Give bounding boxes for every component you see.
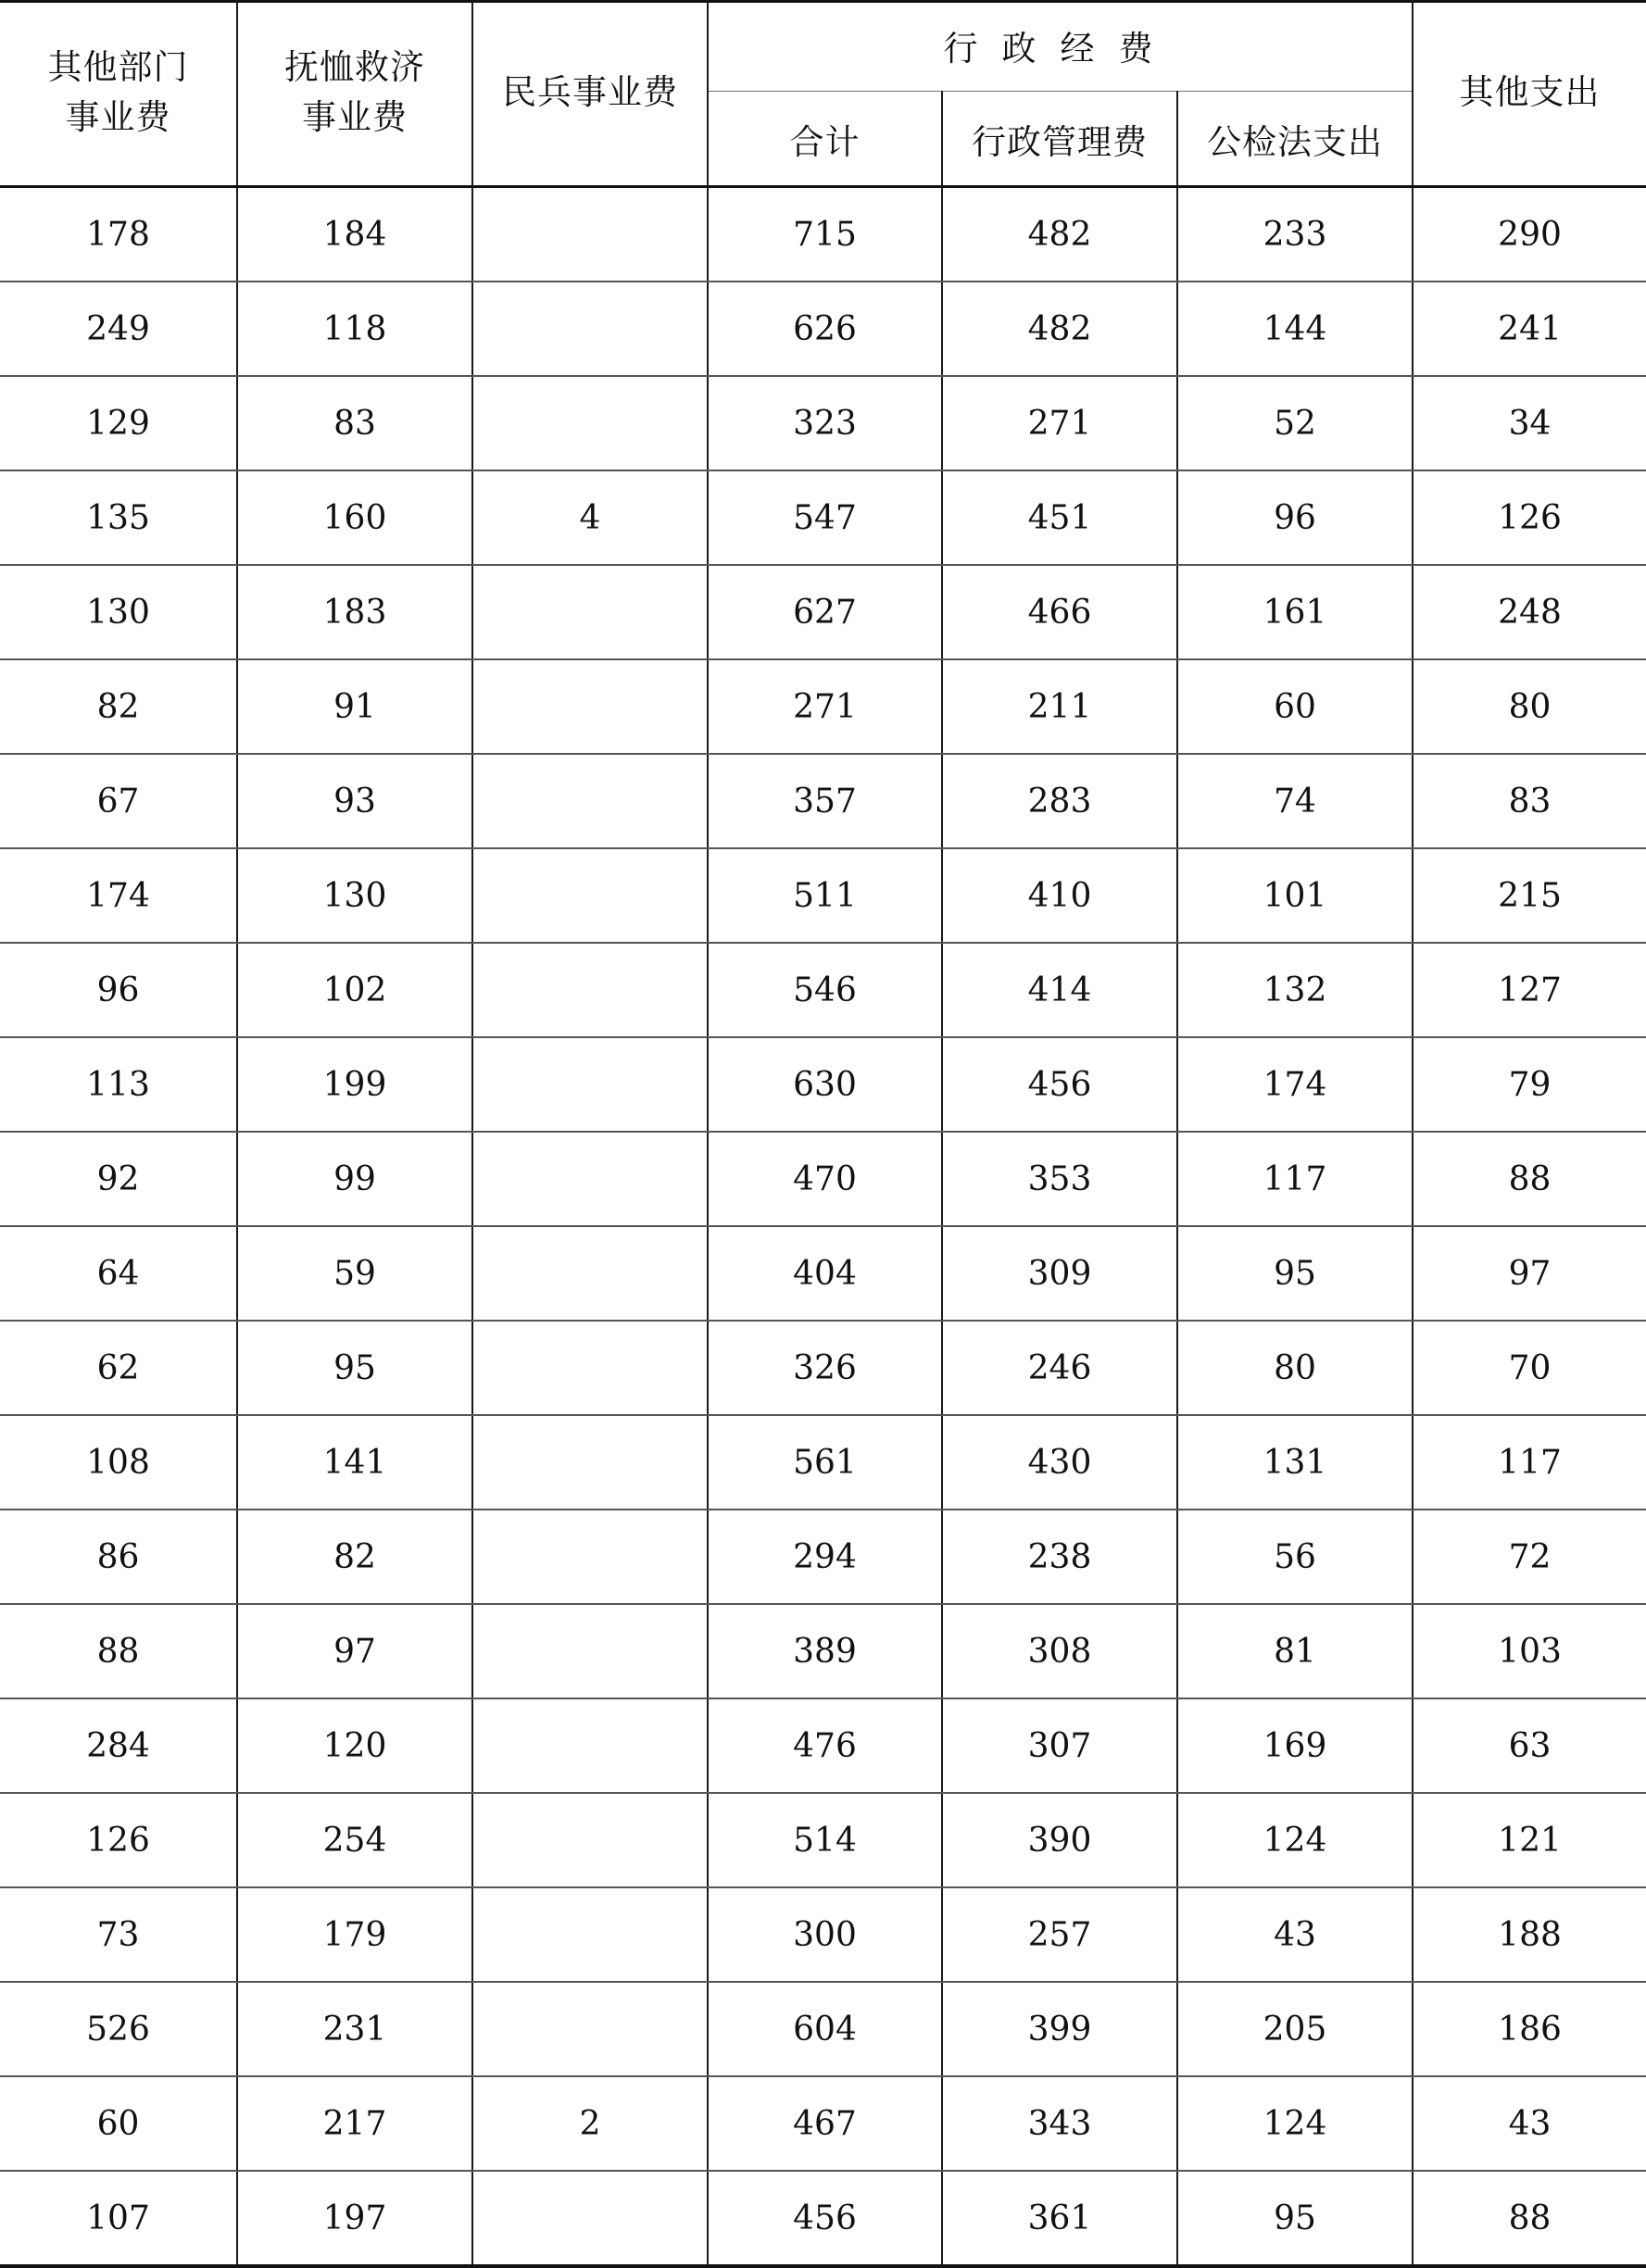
cell-relief: 59	[237, 1226, 472, 1321]
cell-public-security-law: 95	[1177, 1226, 1413, 1321]
cell-militia	[472, 1321, 708, 1415]
cell-other-departments: 107	[0, 2171, 237, 2266]
cell-public-security-law: 60	[1177, 659, 1413, 754]
cell-public-security-law: 81	[1177, 1604, 1413, 1698]
cell-militia	[472, 1132, 708, 1226]
cell-other-expenditure: 80	[1413, 659, 1646, 754]
cell-admin-subtotal: 561	[708, 1415, 942, 1510]
cell-admin-subtotal: 404	[708, 1226, 942, 1321]
table-row	[0, 470, 1646, 565]
cell-militia	[472, 282, 708, 376]
table-row	[0, 1698, 1646, 1793]
cell-relief: 231	[237, 1982, 472, 2076]
cell-admin-subtotal: 389	[708, 1604, 942, 1698]
cell-other-departments: 64	[0, 1226, 237, 1321]
cell-other-expenditure: 248	[1413, 565, 1646, 659]
cell-public-security-law: 95	[1177, 2171, 1413, 2266]
cell-admin-subtotal: 547	[708, 470, 942, 565]
cell-relief: 118	[237, 282, 472, 376]
cell-militia	[472, 1604, 708, 1698]
cell-admin-management: 283	[942, 754, 1177, 848]
cell-admin-subtotal: 546	[708, 943, 942, 1037]
cell-other-expenditure: 241	[1413, 282, 1646, 376]
cell-militia	[472, 659, 708, 754]
cell-relief: 91	[237, 659, 472, 754]
table-row	[0, 1037, 1646, 1132]
cell-public-security-law: 101	[1177, 848, 1413, 943]
cell-admin-management: 257	[942, 1887, 1177, 1982]
cell-public-security-law: 205	[1177, 1982, 1413, 2076]
cell-admin-subtotal: 715	[708, 187, 942, 282]
cell-other-expenditure: 34	[1413, 376, 1646, 470]
cell-other-departments: 82	[0, 659, 237, 754]
cell-public-security-law: 74	[1177, 754, 1413, 848]
cell-admin-management: 390	[942, 1793, 1177, 1887]
cell-other-departments: 174	[0, 848, 237, 943]
cell-militia	[472, 376, 708, 470]
cell-other-departments: 60	[0, 2076, 237, 2171]
cell-admin-management: 361	[942, 2171, 1177, 2266]
cell-other-departments: 249	[0, 282, 237, 376]
header-public-security-law: 公检法支出	[1177, 92, 1413, 187]
cell-other-expenditure: 79	[1413, 1037, 1646, 1132]
cell-public-security-law: 124	[1177, 2076, 1413, 2171]
table-header	[0, 0, 1646, 187]
cell-other-departments: 526	[0, 1982, 237, 2076]
cell-other-departments: 73	[0, 1887, 237, 1982]
cell-other-expenditure: 83	[1413, 754, 1646, 848]
cell-admin-management: 238	[942, 1510, 1177, 1604]
cell-other-departments: 178	[0, 187, 237, 282]
cell-other-expenditure: 70	[1413, 1321, 1646, 1415]
cell-public-security-law: 52	[1177, 376, 1413, 470]
cell-admin-management: 430	[942, 1415, 1177, 1510]
cell-admin-management: 456	[942, 1037, 1177, 1132]
header-other-expenditure: 其他支出	[1413, 0, 1646, 187]
cell-relief: 183	[237, 565, 472, 659]
cell-relief: 184	[237, 187, 472, 282]
cell-admin-management: 482	[942, 282, 1177, 376]
cell-militia	[472, 187, 708, 282]
cell-public-security-law: 174	[1177, 1037, 1413, 1132]
cell-public-security-law: 43	[1177, 1887, 1413, 1982]
cell-relief: 254	[237, 1793, 472, 1887]
cell-admin-subtotal: 514	[708, 1793, 942, 1887]
cell-other-departments: 92	[0, 1132, 237, 1226]
cell-admin-management: 399	[942, 1982, 1177, 2076]
cell-relief: 93	[237, 754, 472, 848]
cell-other-departments: 113	[0, 1037, 237, 1132]
cell-public-security-law: 124	[1177, 1793, 1413, 1887]
cell-militia	[472, 1887, 708, 1982]
table-row	[0, 187, 1646, 282]
table-row	[0, 1132, 1646, 1226]
cell-other-departments: 67	[0, 754, 237, 848]
header-relief	[237, 0, 472, 187]
cell-admin-management: 343	[942, 2076, 1177, 2171]
table-row	[0, 1226, 1646, 1321]
cell-relief: 217	[237, 2076, 472, 2171]
cell-militia	[472, 1415, 708, 1510]
cell-other-expenditure: 186	[1413, 1982, 1646, 2076]
cell-militia	[472, 2171, 708, 2266]
cell-other-departments: 88	[0, 1604, 237, 1698]
cell-relief: 99	[237, 1132, 472, 1226]
cell-admin-subtotal: 604	[708, 1982, 942, 2076]
cell-militia	[472, 1698, 708, 1793]
cell-other-expenditure: 88	[1413, 1132, 1646, 1226]
cell-other-departments: 126	[0, 1793, 237, 1887]
cell-militia: 2	[472, 2076, 708, 2171]
cell-relief: 179	[237, 1887, 472, 1982]
cell-admin-management: 307	[942, 1698, 1177, 1793]
header-militia: 民兵事业费	[472, 0, 708, 187]
table-row	[0, 1982, 1646, 2076]
cell-militia	[472, 848, 708, 943]
cell-admin-subtotal: 467	[708, 2076, 942, 2171]
cell-relief: 130	[237, 848, 472, 943]
table-row	[0, 1604, 1646, 1698]
cell-admin-subtotal: 511	[708, 848, 942, 943]
cell-other-expenditure: 121	[1413, 1793, 1646, 1887]
cell-public-security-law: 144	[1177, 282, 1413, 376]
table-row	[0, 1793, 1646, 1887]
cell-other-departments: 96	[0, 943, 237, 1037]
cell-public-security-law: 233	[1177, 187, 1413, 282]
cell-relief: 141	[237, 1415, 472, 1510]
cell-other-expenditure: 215	[1413, 848, 1646, 943]
table-row	[0, 2171, 1646, 2266]
table-row	[0, 1321, 1646, 1415]
cell-militia	[472, 754, 708, 848]
cell-admin-subtotal: 456	[708, 2171, 942, 2266]
cell-public-security-law: 169	[1177, 1698, 1413, 1793]
cell-other-expenditure: 127	[1413, 943, 1646, 1037]
cell-other-departments: 62	[0, 1321, 237, 1415]
cell-admin-management: 271	[942, 376, 1177, 470]
cell-admin-management: 451	[942, 470, 1177, 565]
cell-relief: 197	[237, 2171, 472, 2266]
cell-other-expenditure: 188	[1413, 1887, 1646, 1982]
header-relief-label: 抚恤救济 事业费	[284, 47, 425, 137]
cell-relief: 83	[237, 376, 472, 470]
cell-public-security-law: 131	[1177, 1415, 1413, 1510]
cell-public-security-law: 161	[1177, 565, 1413, 659]
cell-admin-subtotal: 626	[708, 282, 942, 376]
cell-relief: 95	[237, 1321, 472, 1415]
table-row	[0, 376, 1646, 470]
table-body	[0, 187, 1646, 2267]
cell-other-departments: 284	[0, 1698, 237, 1793]
header-other-departments-label: 其他部门 事业费	[47, 47, 189, 137]
cell-militia: 4	[472, 470, 708, 565]
cell-other-departments: 86	[0, 1510, 237, 1604]
cell-other-expenditure: 290	[1413, 187, 1646, 282]
cell-admin-management: 211	[942, 659, 1177, 754]
cell-admin-management: 414	[942, 943, 1177, 1037]
cell-other-expenditure: 88	[1413, 2171, 1646, 2266]
table-row	[0, 659, 1646, 754]
table-row	[0, 754, 1646, 848]
cell-relief: 97	[237, 1604, 472, 1698]
cell-militia	[472, 943, 708, 1037]
header-admin-management: 行政管理费	[942, 92, 1177, 187]
cell-admin-subtotal: 357	[708, 754, 942, 848]
cell-admin-subtotal: 326	[708, 1321, 942, 1415]
table-row	[0, 2076, 1646, 2171]
cell-admin-management: 410	[942, 848, 1177, 943]
cell-admin-subtotal: 476	[708, 1698, 942, 1793]
cell-other-expenditure: 117	[1413, 1415, 1646, 1510]
cell-other-departments: 135	[0, 470, 237, 565]
cell-other-expenditure: 97	[1413, 1226, 1646, 1321]
cell-relief: 120	[237, 1698, 472, 1793]
cell-admin-management: 308	[942, 1604, 1177, 1698]
cell-militia	[472, 1793, 708, 1887]
table-row	[0, 1887, 1646, 1982]
header-other-departments	[0, 0, 237, 187]
cell-other-expenditure: 43	[1413, 2076, 1646, 2171]
cell-admin-subtotal: 271	[708, 659, 942, 754]
cell-admin-management: 309	[942, 1226, 1177, 1321]
cell-admin-subtotal: 294	[708, 1510, 942, 1604]
cell-other-departments: 108	[0, 1415, 237, 1510]
cell-admin-management: 482	[942, 187, 1177, 282]
cell-other-expenditure: 63	[1413, 1698, 1646, 1793]
cell-admin-subtotal: 630	[708, 1037, 942, 1132]
table-row	[0, 1415, 1646, 1510]
cell-militia	[472, 565, 708, 659]
cell-admin-management: 246	[942, 1321, 1177, 1415]
cell-public-security-law: 132	[1177, 943, 1413, 1037]
cell-relief: 199	[237, 1037, 472, 1132]
table-row	[0, 943, 1646, 1037]
cell-other-expenditure: 103	[1413, 1604, 1646, 1698]
cell-relief: 160	[237, 470, 472, 565]
cell-militia	[472, 1226, 708, 1321]
header-subtotal: 合计	[708, 92, 942, 187]
cell-public-security-law: 80	[1177, 1321, 1413, 1415]
cell-other-departments: 130	[0, 565, 237, 659]
table-row	[0, 565, 1646, 659]
header-admin-group: 行政经费	[708, 0, 1413, 92]
cell-public-security-law: 117	[1177, 1132, 1413, 1226]
cell-other-expenditure: 126	[1413, 470, 1646, 565]
cell-admin-management: 466	[942, 565, 1177, 659]
cell-relief: 82	[237, 1510, 472, 1604]
cell-public-security-law: 96	[1177, 470, 1413, 565]
cell-other-expenditure: 72	[1413, 1510, 1646, 1604]
table-row	[0, 282, 1646, 376]
cell-public-security-law: 56	[1177, 1510, 1413, 1604]
cell-admin-management: 353	[942, 1132, 1177, 1226]
table-row	[0, 1510, 1646, 1604]
cell-militia	[472, 1037, 708, 1132]
cell-militia	[472, 1510, 708, 1604]
cell-admin-subtotal: 323	[708, 376, 942, 470]
cell-militia	[472, 1982, 708, 2076]
cell-other-departments: 129	[0, 376, 237, 470]
cell-admin-subtotal: 470	[708, 1132, 942, 1226]
cell-admin-subtotal: 300	[708, 1887, 942, 1982]
cell-admin-subtotal: 627	[708, 565, 942, 659]
table-row	[0, 848, 1646, 943]
cell-relief: 102	[237, 943, 472, 1037]
